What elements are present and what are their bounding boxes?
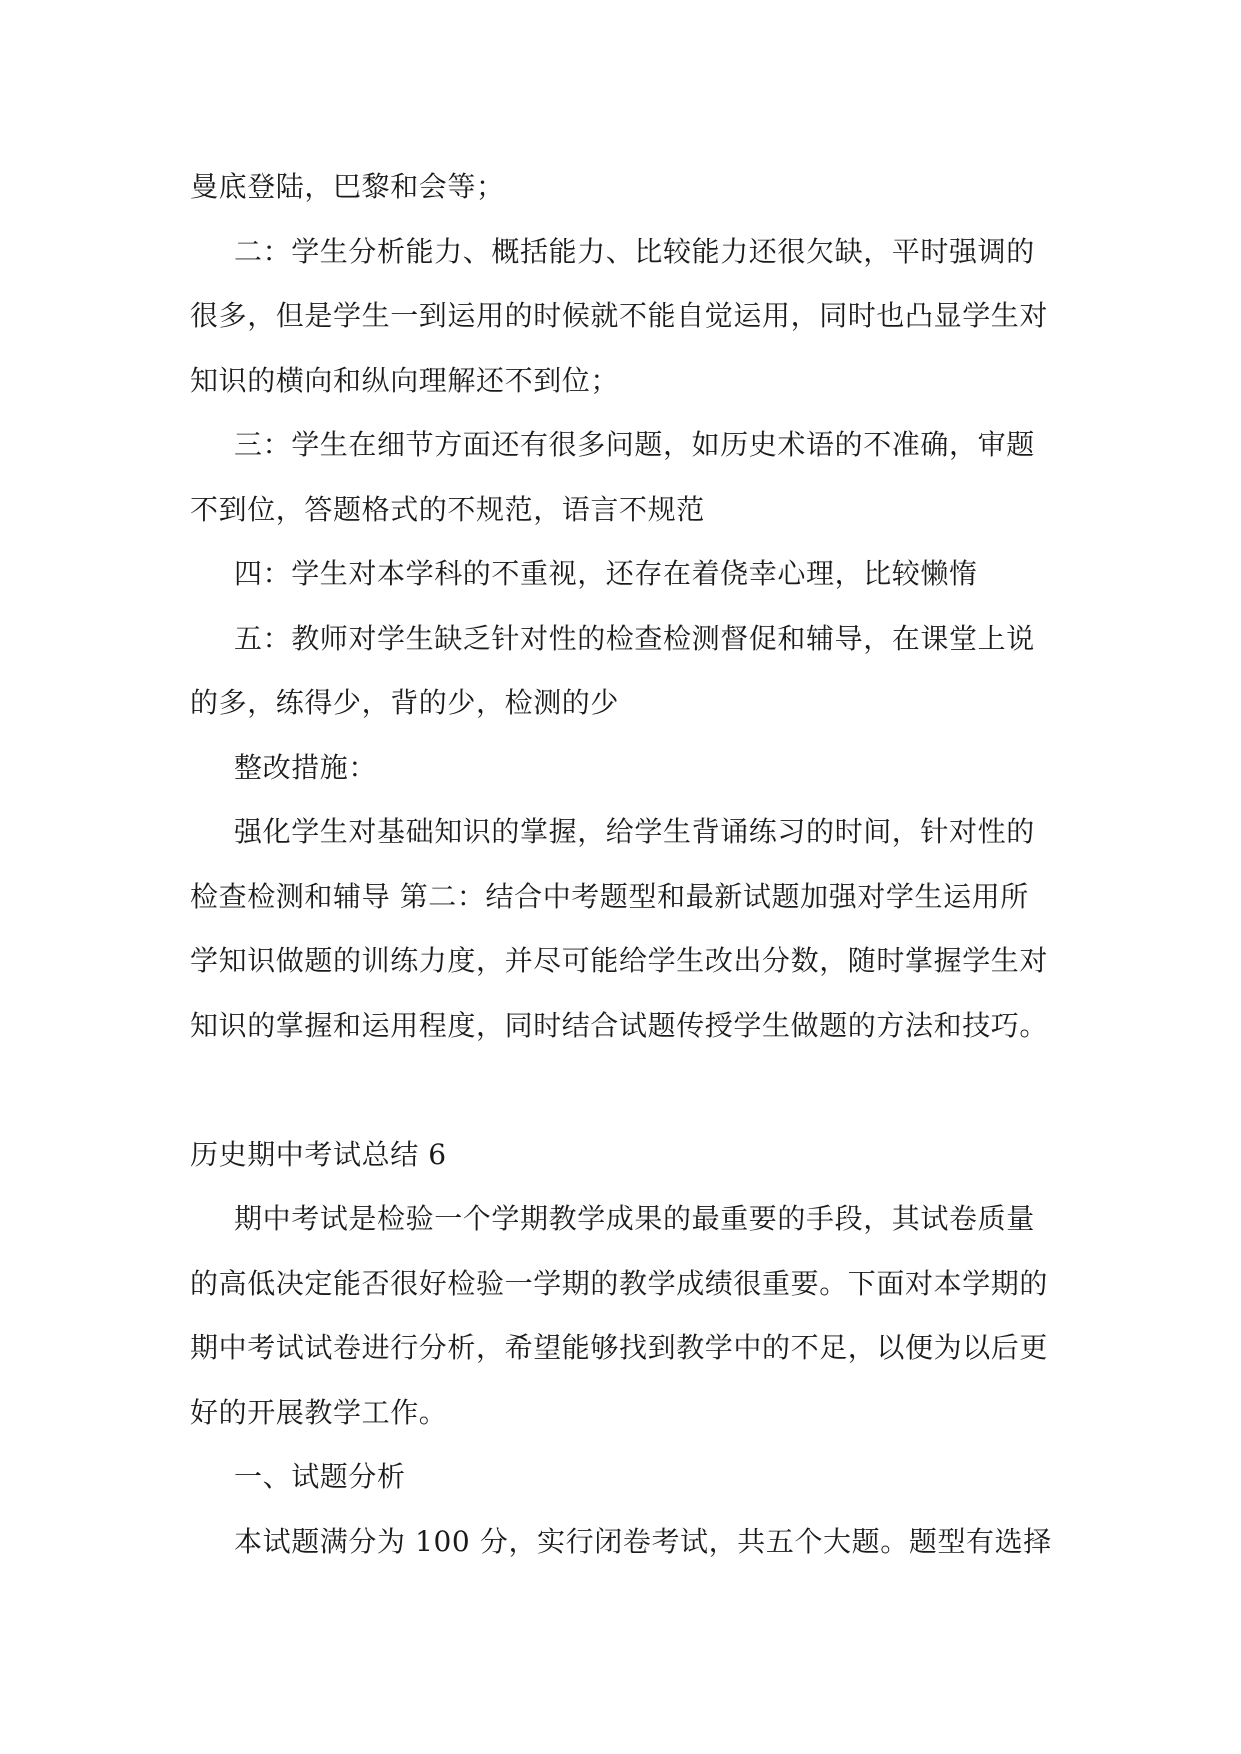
- text-line: 曼底登陆，巴黎和会等；: [190, 170, 505, 203]
- text-line: 好的开展教学工作。: [190, 1395, 448, 1429]
- text-line: 强化学生对基础知识的掌握，给学生背诵练习的时间，针对性的: [234, 815, 1035, 848]
- text-line: 期中考试是检验一个学期教学成果的最重要的手段，其试卷质量: [234, 1202, 1035, 1235]
- text-line: 知识的横向和纵向理解还不到位；: [190, 363, 620, 397]
- text-line: 知识的掌握和运用程度，同时结合试题传授学生做题的方法和技巧。: [190, 1008, 1049, 1042]
- section-heading: 整改措施：: [234, 750, 378, 784]
- text-line: 学知识做题的训练力度，并尽可能给学生改出分数，随时掌握学生对: [190, 944, 1049, 977]
- text-line: 期中考试试卷进行分析，希望能够找到教学中的不足，以便为以后更: [190, 1331, 1049, 1364]
- text-line: 的高低决定能否很好检验一学期的教学成绩很重要。下面对本学期的: [190, 1266, 1049, 1300]
- article-title: 历史期中考试总结 6: [190, 1137, 447, 1171]
- text-line: 的多，练得少，背的少，检测的少: [190, 686, 620, 719]
- text-line: 五：教师对学生缺乏针对性的检查检测督促和辅导，在课堂上说: [234, 621, 1035, 655]
- document-page: [190, 155, 1052, 1574]
- text-line: 很多，但是学生一到运用的时候就不能自觉运用，同时也凸显学生对: [190, 299, 1049, 332]
- text-line: 二：学生分析能力、概括能力、比较能力还很欠缺，平时强调的: [234, 234, 1035, 268]
- text-line: 检查检测和辅导 第二：结合中考题型和最新试题加强对学生运用所: [190, 879, 1029, 913]
- text-line: 三：学生在细节方面还有很多问题，如历史术语的不准确，审题: [234, 428, 1035, 461]
- text-line: 不到位，答题格式的不规范，语言不规范: [190, 492, 705, 526]
- blank-line: [190, 1058, 1052, 1123]
- text-line: 四：学生对本学科的不重视，还存在着侥幸心理，比较懒惰: [234, 557, 978, 590]
- text-line: 本试题满分为 100 分，实行闭卷考试，共五个大题。题型有选择: [234, 1524, 1052, 1558]
- section-heading: 一、试题分析: [234, 1460, 406, 1493]
